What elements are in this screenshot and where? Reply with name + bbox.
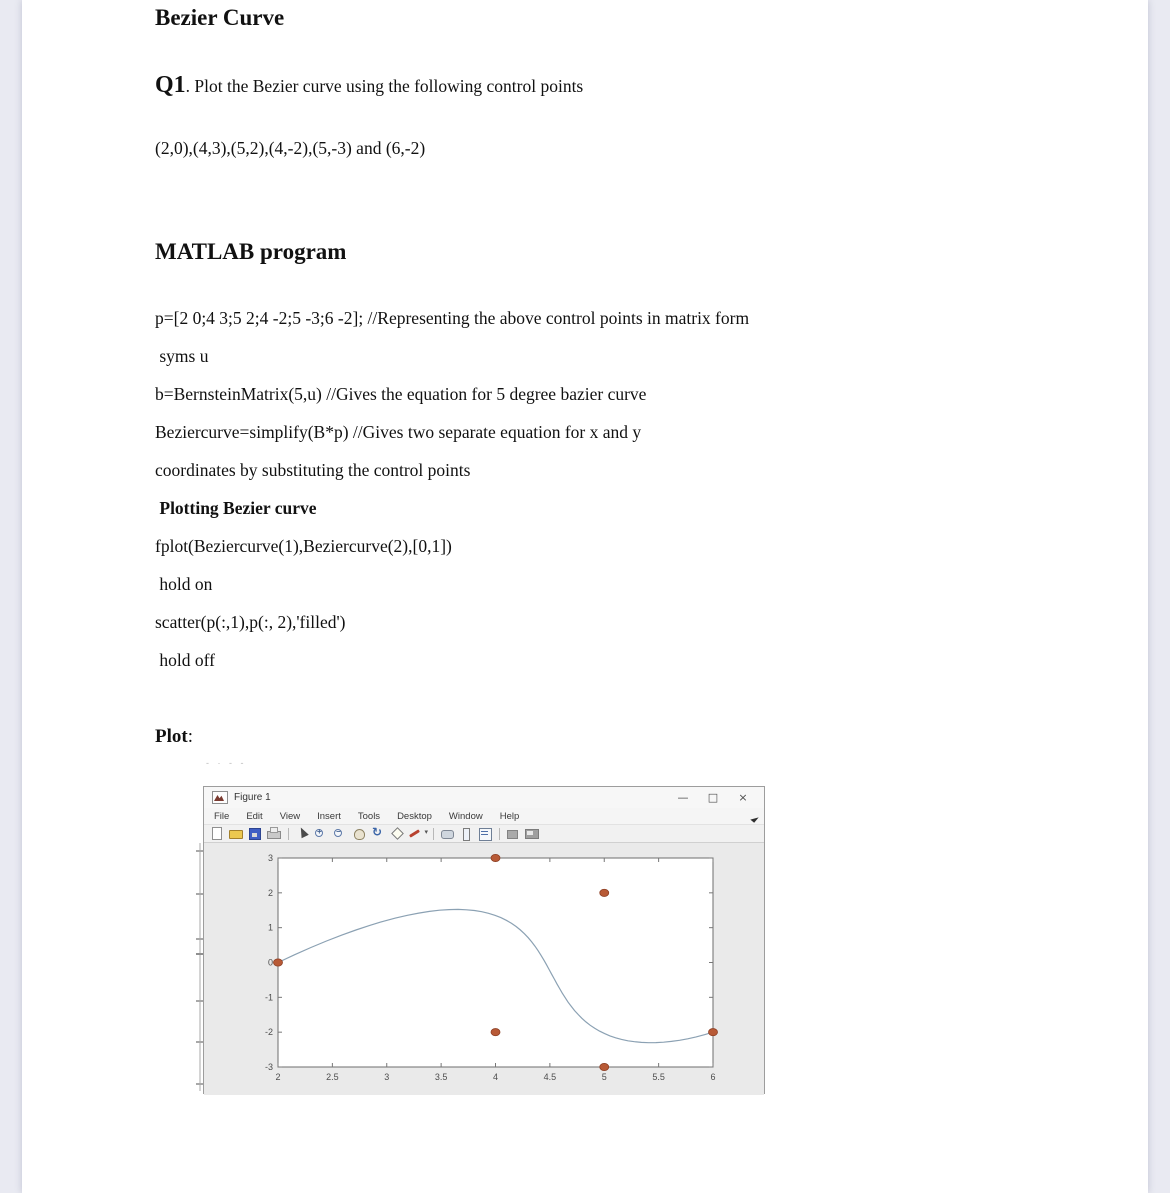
svg-text:4.5: 4.5 <box>543 1072 557 1082</box>
document-page <box>22 0 1148 1193</box>
svg-text:2.5: 2.5 <box>326 1072 339 1082</box>
figure-menu-bar <box>204 808 764 825</box>
svg-text:-2: -2 <box>264 1027 273 1038</box>
question-line <box>155 72 583 99</box>
plot-heading <box>155 726 193 748</box>
pan-hand-icon[interactable] <box>351 826 368 841</box>
svg-text:2: 2 <box>267 887 273 898</box>
page-title: Bezier Curve <box>155 5 285 30</box>
code-line: syms u <box>155 346 209 366</box>
zoom-in-icon[interactable] <box>313 826 330 841</box>
svg-text:-3: -3 <box>264 1062 273 1072</box>
plot-heading-bold: Plot <box>155 726 188 747</box>
matlab-figure-icon <box>212 791 228 804</box>
toolbar-separator <box>433 828 434 840</box>
window-controls <box>668 787 758 808</box>
insert-colorbar-icon[interactable] <box>458 826 475 841</box>
matlab-program-heading: MATLAB program <box>155 239 347 264</box>
toolbar-separator <box>499 828 500 840</box>
rotate-3d-icon[interactable] <box>370 826 387 841</box>
menu-item-tools[interactable]: Tools <box>357 810 381 822</box>
code-line: Plotting Bezier curve <box>155 498 317 518</box>
question-number: Q1 <box>155 72 186 98</box>
menu-item-insert[interactable]: Insert <box>317 810 341 822</box>
zoom-out-icon[interactable] <box>332 826 349 841</box>
svg-text:4: 4 <box>492 1072 499 1082</box>
svg-text:5: 5 <box>601 1072 607 1082</box>
new-file-icon[interactable] <box>209 826 226 841</box>
svg-text:6: 6 <box>710 1072 716 1082</box>
plottools-hide-icon[interactable] <box>505 826 522 841</box>
code-line: fplot(Beziercurve(1),Beziercurve(2),[0,1]) <box>155 536 452 556</box>
cursor-arrow-icon[interactable] <box>294 826 311 841</box>
control-points-text: (2,0),(4,3),(5,2),(4,-2),(5,-3) and (6,-2) <box>155 138 426 158</box>
svg-text:3: 3 <box>384 1072 390 1082</box>
link-plots-icon[interactable] <box>439 826 456 841</box>
maximize-button[interactable]: □ <box>707 791 719 804</box>
close-button[interactable]: × <box>738 791 748 804</box>
code-line: Beziercurve=simplify(B*p) //Gives two separate equation for x and y <box>155 422 642 442</box>
toolbar-separator <box>288 828 289 840</box>
svg-text:2: 2 <box>275 1072 281 1082</box>
svg-text:3.5: 3.5 <box>434 1072 448 1082</box>
svg-text:0: 0 <box>267 957 273 968</box>
question-text: . Plot the Bezier curve using the following control points <box>185 76 584 96</box>
svg-text:5.5: 5.5 <box>652 1072 665 1082</box>
figure-title-bar <box>204 787 764 808</box>
print-icon[interactable] <box>266 826 283 841</box>
menu-item-window[interactable]: Window <box>448 810 483 822</box>
svg-text:3: 3 <box>267 853 273 863</box>
bezier-plot <box>204 843 764 1095</box>
menu-item-edit[interactable]: Edit <box>246 810 263 822</box>
code-line: b=BernsteinMatrix(5,u) //Gives the equation for 5 degree bazier curve <box>155 384 647 404</box>
minimize-button[interactable]: — <box>677 791 689 804</box>
code-line: hold on <box>155 574 213 594</box>
code-line: p=[2 0;4 3;5 2;4 -2;5 -3;6 -2]; //Representing the above control points in matrix form <box>155 308 750 328</box>
data-cursor-icon[interactable] <box>389 826 406 841</box>
plot-heading-colon: : <box>187 726 193 747</box>
insert-legend-icon[interactable] <box>477 826 494 841</box>
menu-item-view[interactable]: View <box>279 810 301 822</box>
brush-icon[interactable] <box>408 826 428 841</box>
figure-toolbar <box>204 825 764 843</box>
menu-item-help[interactable]: Help <box>499 810 520 822</box>
svg-text:-1: -1 <box>264 992 273 1003</box>
menu-item-file[interactable]: File <box>214 810 230 822</box>
svg-text:1: 1 <box>267 922 273 933</box>
plottools-show-icon[interactable] <box>524 826 541 841</box>
code-line: scatter(p(:,1),p(:, 2),'filled') <box>155 612 346 632</box>
mouse-cursor-artifact <box>750 814 758 823</box>
clipped-image-artifact: - · - - <box>206 758 247 768</box>
code-line: hold off <box>155 650 215 670</box>
open-file-icon[interactable] <box>228 826 245 841</box>
ruler-line <box>199 843 201 1091</box>
menu-item-desktop[interactable]: Desktop <box>397 810 432 822</box>
plot-region <box>204 843 764 1095</box>
matlab-figure-window <box>203 786 765 1094</box>
figure-window-title: Figure 1 <box>234 792 271 803</box>
code-line: coordinates by substituting the control points <box>155 460 471 480</box>
save-icon[interactable] <box>247 826 264 841</box>
code-block <box>155 299 955 679</box>
